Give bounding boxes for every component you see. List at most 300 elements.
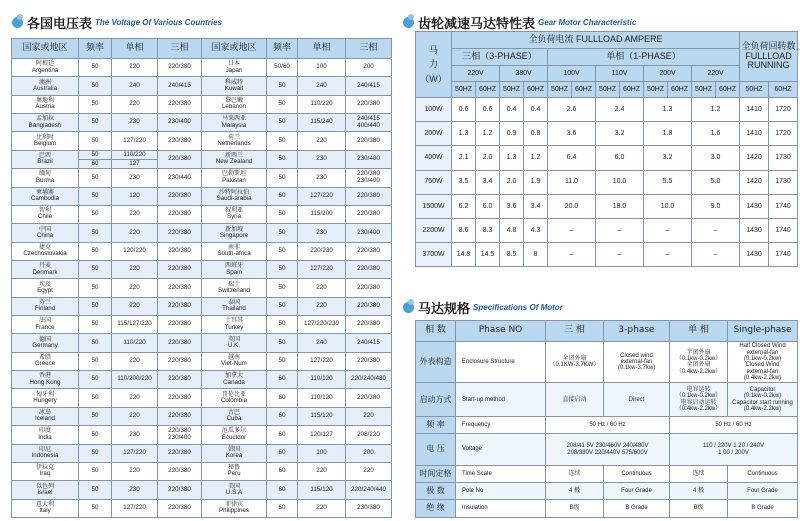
country-name-en: Finland — [34, 305, 56, 313]
three-phase-en: Continuous — [604, 465, 670, 482]
three-phase-cell: 220/380 — [346, 95, 392, 113]
ampere-cell: 10.0 — [644, 194, 692, 218]
country-name-en: Syria — [226, 213, 242, 221]
bubble-icon — [403, 17, 414, 28]
motor-title-cn: 马达规格 — [418, 302, 471, 317]
country-cell — [202, 352, 267, 370]
ampere-cell: 10.0 — [596, 170, 644, 194]
ampere-cell: 0.6 — [452, 98, 476, 122]
ampere-cell: 14.8 — [452, 242, 476, 266]
gear-title-cn: 齿轮减速马达特性表 — [418, 17, 536, 32]
single-phase-cell: 230 — [112, 169, 158, 187]
country-name-cn: 匈牙利 — [35, 390, 54, 398]
single-phase-cell: 230 — [298, 150, 346, 168]
ampere-cell: 0.9 — [500, 122, 524, 146]
header-cell: 三 相 — [546, 321, 604, 342]
country-name-cn: 印尼 — [38, 445, 51, 453]
single-phase-cell: 220 — [112, 297, 158, 315]
hz-row — [416, 82, 798, 98]
hz-cell: 60HZ — [716, 82, 740, 98]
three-phase-en: Closed wind external-fan (0.1kw-3.7kw) — [604, 342, 670, 383]
single-phase-cell: 115/120 — [298, 481, 346, 499]
table-row — [12, 316, 392, 334]
table-row — [12, 59, 392, 77]
rpm-cell: 1730 — [769, 146, 798, 170]
country-name-en: Kuwait — [224, 84, 244, 92]
rpm-cell: 1730 — [769, 170, 798, 194]
single-phase-cell: 230 — [112, 481, 158, 499]
country-name-en: Korea — [225, 452, 243, 460]
country-cell — [202, 150, 267, 168]
ampere-cell: 2.6 — [548, 98, 596, 122]
ampere-cell: 6.4 — [548, 146, 596, 170]
single-phase-en: Four Grade — [728, 482, 798, 499]
rpm-cell: 1410 — [740, 98, 769, 122]
country-name-en: U.K. — [227, 341, 241, 349]
table-row — [12, 407, 392, 425]
header-cell: 三相 — [346, 39, 392, 59]
single-phase-cell: 230 — [298, 224, 346, 242]
three-phase-cell: 220/380 — [158, 481, 202, 499]
country-name-cn: 英国 — [227, 335, 240, 343]
spec-label: 电 压 — [416, 434, 456, 466]
country-name-en: U.S.A — [225, 488, 243, 496]
header-cell: 三相 — [158, 39, 202, 59]
ampere-cell: 9.0 — [692, 194, 740, 218]
voltage-header-row — [12, 39, 392, 59]
country-name-en: Cuba — [226, 415, 242, 423]
country-name-en: Viet-Num — [221, 360, 247, 368]
three-phase-cell: 220/380 — [158, 279, 202, 297]
spec-label: 绝 缘 — [416, 499, 456, 517]
single-phase-cell: 127/220 — [112, 499, 158, 517]
table-row — [12, 481, 392, 499]
country-name-en: Belgium — [33, 140, 57, 148]
three-phase-cn: 全闭外扇 （0.1KW-3.7KW） — [546, 342, 604, 383]
country-name-en: Cambodia — [30, 195, 60, 203]
rpm-cell: 1720 — [769, 122, 798, 146]
country-name-cn: 以色列 — [35, 482, 54, 490]
country-cell — [202, 77, 267, 95]
three-phase-cell: 220/380 — [158, 187, 202, 205]
frequency-cell: 50 — [79, 114, 112, 132]
single-phase-cell: 220 — [112, 462, 158, 480]
table-row — [416, 342, 798, 383]
three-phase-cell: 220/380 230/400 — [346, 169, 392, 187]
full-load-running-header — [740, 32, 798, 82]
single-phase-en: B Grade — [728, 499, 798, 517]
single-phase-cell: 220/230 — [298, 242, 346, 260]
country-name-cn: 希腊 — [38, 354, 51, 362]
ampere-cell: 6.0 — [596, 146, 644, 170]
bubble-icon — [12, 17, 23, 28]
country-name-en: Chile — [37, 213, 53, 221]
three-phase-cell: 220/240/480 — [346, 371, 392, 389]
header-cell: 单相 — [298, 39, 346, 59]
table-row — [12, 132, 392, 150]
country-cell — [12, 316, 79, 334]
three-phase-cell: 230/380 — [346, 499, 392, 517]
header-cell: 3-phase — [604, 321, 670, 342]
frl-en-1: FULLLOAD — [745, 50, 792, 61]
three-phase-cell: 220/380 — [158, 297, 202, 315]
country-cell — [202, 59, 267, 77]
spec-label-en: Voltage — [456, 434, 546, 466]
power-cell: 400W — [416, 146, 452, 170]
single-phase-cell: 110/120 — [298, 389, 346, 407]
voltage-title — [12, 13, 222, 32]
power-cell: 100W — [416, 98, 452, 122]
three-phase-value: 208/41 5V 230/460V 240/480V 208/380V 220/440V 575/600V — [546, 434, 670, 466]
frequency-cell: 60 — [267, 187, 298, 205]
country-cell — [12, 297, 79, 315]
frequency-cell: 50 — [267, 224, 298, 242]
header-cell: 单 相 — [670, 321, 728, 342]
frequency-cell: 50 — [267, 150, 298, 168]
single-phase-cell: 220 — [112, 352, 158, 370]
frequency-cell: 50 — [79, 132, 112, 150]
frequency-cell: 50 — [79, 481, 112, 499]
three-phase-cell: 220/380 — [346, 279, 392, 297]
motor-spec-body — [416, 321, 798, 518]
single-phase-value: 110 / 220V 1 20 / 240V 1 00 / 200V — [670, 434, 798, 466]
single-phase-cell: 127/220/230 — [298, 316, 346, 334]
country-name-en: Indonesia — [31, 452, 59, 460]
three-phase-en: B Grade — [604, 499, 670, 517]
country-name-en: Thailand — [222, 305, 246, 313]
rpm-cell: 1420 — [740, 170, 769, 194]
country-name-cn: 捷克 — [38, 243, 51, 251]
spec-label-en: Frequency — [456, 417, 546, 434]
single-phase-cn: 4 极 — [670, 482, 728, 499]
three-phase-cell: 220/380 — [158, 59, 202, 77]
power-label-2: 力 — [428, 59, 438, 70]
ampere-cell: 3.5 — [452, 170, 476, 194]
table-row — [12, 426, 392, 444]
frequency-cell: 60 — [267, 407, 298, 425]
country-name-cn: 菲律宾 — [224, 500, 243, 508]
voltage-200v: 200V — [644, 66, 692, 82]
single-phase-cell: 220 — [112, 260, 158, 278]
ampere-cell: 0.4 — [524, 98, 548, 122]
three-phase-cell: 220/380 — [158, 407, 202, 425]
table-row — [416, 194, 798, 218]
frequency-cell: 60 — [267, 389, 298, 407]
frequency-cell: 50 — [267, 352, 298, 370]
country-name-en: Burma — [35, 176, 55, 184]
single-phase-cell: 100 — [298, 444, 346, 462]
single-phase-cell: 100 — [298, 59, 346, 77]
three-phase-cell: 220/380 — [158, 499, 202, 517]
table-row — [416, 242, 798, 266]
country-cell — [12, 95, 79, 113]
country-name-en: New Zealand — [215, 158, 253, 166]
frequency-cell: 60 — [267, 444, 298, 462]
country-name-cn: 美国 — [227, 482, 240, 490]
three-phase-cell: 220/380 — [346, 260, 392, 278]
ampere-cell: 3.6 — [548, 122, 596, 146]
table-row — [12, 462, 392, 480]
country-cell — [202, 114, 267, 132]
frequency-cell: 50 — [79, 260, 112, 278]
rpm-cell: 1740 — [769, 194, 798, 218]
country-cell — [12, 444, 79, 462]
header-cell: Phase NO — [456, 321, 546, 342]
ampere-cell: 3.0 — [692, 146, 740, 170]
three-phase-cell: 220/380 — [346, 187, 392, 205]
country-cell — [202, 407, 267, 425]
single-phase-cell: 127/220 — [112, 444, 158, 462]
three-phase-cell: 220 — [346, 407, 392, 425]
country-cell — [12, 205, 79, 223]
country-cell — [12, 426, 79, 444]
voltage-100v: 100V — [548, 66, 596, 82]
voltage-110v: 110V — [596, 66, 644, 82]
single-phase-cell: 110/200/220 — [112, 371, 158, 389]
power-label-1: 马 — [428, 45, 438, 56]
spec-label: 极 数 — [416, 482, 456, 499]
single-phase-cell: 110/220 — [112, 334, 158, 352]
country-cell — [202, 426, 267, 444]
country-name-en: Hungery — [33, 397, 57, 405]
spec-label-en: Insulation — [456, 499, 546, 517]
country-name-cn: 澳洲 — [38, 78, 51, 86]
country-name-cn: 荷兰 — [227, 133, 240, 141]
ampere-cell: 2.1 — [452, 146, 476, 170]
power-label-3: （W） — [420, 73, 447, 84]
country-name-cn: 香港 — [38, 372, 51, 380]
single-phase-cell: 240 — [112, 77, 158, 95]
country-name-en: Iceland — [35, 415, 55, 423]
single-phase-cell: 110/120 — [298, 371, 346, 389]
gear-motor-table — [415, 31, 798, 267]
country-cell — [12, 77, 79, 95]
country-name-cn: 瑞士 — [227, 280, 240, 288]
frequency-cell: 50 — [267, 242, 298, 260]
country-name-en: Denmark — [32, 268, 58, 276]
country-name-cn: 冰岛 — [38, 409, 51, 417]
single-phase-cell: 240 — [298, 334, 346, 352]
single-phase-cell: 120 — [112, 187, 158, 205]
frequency-cell: 50 — [79, 334, 112, 352]
three-phase-cell: 240/415 400/440 — [346, 114, 392, 132]
ampere-cell: 1.3 — [452, 122, 476, 146]
single-phase-cell: 220 — [298, 499, 346, 517]
single-phase-cell: 115/127/220 — [112, 316, 158, 334]
three-phase-cell: 220/380 — [158, 132, 202, 150]
motor-title-en: Specifications Of Motor — [473, 303, 563, 312]
three-phase-cell: 220/380 — [158, 95, 202, 113]
table-row — [416, 218, 798, 242]
frequency-cell: 60 — [267, 462, 298, 480]
table-row — [416, 383, 798, 417]
three-phase-cell: 220/380 — [346, 297, 392, 315]
hz-cell: 50HZ — [548, 82, 572, 98]
single-phase-cell: 115/240 — [298, 114, 346, 132]
three-phase-cell: 220 — [346, 462, 392, 480]
country-cell — [12, 334, 79, 352]
country-name-en: Australia — [32, 84, 58, 92]
table-row — [12, 297, 392, 315]
frequency-cell: 50 — [267, 334, 298, 352]
single-phase-cell: 220 — [112, 407, 158, 425]
three-phase-cell: 220/380 — [158, 224, 202, 242]
three-phase-en: Four Grade — [604, 482, 670, 499]
single-phase-cell: 220 — [298, 279, 346, 297]
country-name-cn: 德国 — [38, 335, 51, 343]
country-cell — [12, 371, 79, 389]
spec-label: 外表构造 — [416, 342, 456, 383]
single-phase-en: Capacitor (0.1kw-0.2kw) Capacitor start running (0.4kw-2.2kw) — [728, 383, 798, 417]
single-phase-cell: 120/220 — [112, 242, 158, 260]
country-cell — [12, 114, 79, 132]
country-cell — [202, 334, 267, 352]
spec-label-en: Time Scale — [456, 465, 546, 482]
three-phase-cell: 230/400 — [158, 114, 202, 132]
country-cell — [202, 205, 267, 223]
country-name-en: Netherlands — [217, 140, 251, 148]
single-phase-cell: 127/220 — [112, 132, 158, 150]
country-name-cn: 比利时 — [35, 133, 54, 141]
country-name-cn: 科威特 — [224, 78, 243, 86]
country-cell — [12, 242, 79, 260]
frequency-cell: 50 — [79, 407, 112, 425]
ampere-cell: 3.2 — [644, 146, 692, 170]
frequency-cell: 60 — [267, 481, 298, 499]
frequency-cell: 50 — [79, 316, 112, 334]
table-row — [12, 279, 392, 297]
hz-cell: 50HZ — [644, 82, 668, 98]
voltage-220v: 220V — [452, 66, 500, 82]
ampere-cell: 14.5 — [476, 242, 500, 266]
spec-label-en: Enclosure Structure — [456, 342, 546, 383]
hz-cell: 60HZ — [476, 82, 500, 98]
three-phase-cell: 220/380 — [158, 334, 202, 352]
ampere-cell: 1.3 — [644, 98, 692, 122]
three-phase-cell: 230/440 — [158, 169, 202, 187]
country-name-en: Hong Kong — [29, 378, 61, 386]
hz-cell: 60HZ — [620, 82, 644, 98]
ampere-cell: 8.6 — [452, 218, 476, 242]
country-cell — [12, 462, 79, 480]
ampere-cell: 2.0 — [476, 146, 500, 170]
ampere-cell: 1.8 — [644, 122, 692, 146]
frequency-cell: 50 — [79, 444, 112, 462]
single-phase-cell: 127/220 — [298, 187, 346, 205]
header-cell: 相 数 — [416, 321, 456, 342]
country-name-cn: 阿根廷 — [35, 60, 54, 68]
single-phase-cell: 220 — [298, 297, 346, 315]
country-name-cn: 中国 — [38, 225, 51, 233]
table-row — [416, 499, 798, 517]
single-phase-en: Half Closed Wind external-fan (0.1kw-0.2kw) Closed Wind external-fan (0.4kw-2.2kw) — [728, 342, 798, 383]
table-row — [12, 95, 392, 113]
single-phase-cell: 220 — [112, 389, 158, 407]
three-phase-en: Direct — [604, 383, 670, 417]
ampere-cell: 0.6 — [476, 98, 500, 122]
ampere-cell: 18.0 — [596, 194, 644, 218]
frequency-cell: 50 — [79, 59, 112, 77]
table-row — [12, 205, 392, 223]
frl-en-2: RUNNING — [747, 60, 790, 71]
country-name-cn: 越南 — [227, 354, 240, 362]
spec-label-en: Pole No — [456, 482, 546, 499]
country-name-en: Czechoslovakia — [23, 250, 67, 258]
country-cell — [12, 169, 79, 187]
hz-cell: 60HZ — [524, 82, 548, 98]
table-row — [12, 352, 392, 370]
three-phase-cell: 220/380 — [346, 352, 392, 370]
table-row — [12, 169, 392, 187]
table-row — [12, 114, 392, 132]
header-cell: 频率 — [79, 39, 112, 59]
power-cell: 2200W — [416, 218, 452, 242]
country-name-cn: 厄瓜多尔 — [221, 427, 246, 435]
country-name-en: Turkey — [224, 323, 244, 331]
country-cell — [202, 462, 267, 480]
country-name-cn: 奥地利 — [35, 97, 54, 104]
spec-label-en: Start-up method — [456, 383, 546, 417]
frequency-cell: 50 — [267, 169, 298, 187]
country-cell — [12, 352, 79, 370]
country-cell — [202, 499, 267, 517]
country-name-en: Spain — [226, 268, 242, 276]
ampere-cell: 6.2 — [452, 194, 476, 218]
country-name-en: South-africa — [217, 250, 251, 258]
header-cell: Single-phase — [728, 321, 798, 342]
country-name-en: France — [35, 323, 55, 331]
three-phase-cell: 220/380 — [158, 389, 202, 407]
country-cell — [12, 59, 79, 77]
hz-cell: 50HZ — [452, 82, 476, 98]
hz-cell: 50HZ — [596, 82, 620, 98]
ampere-cell: 3.2 — [596, 122, 644, 146]
frequency-cell: 50 — [79, 426, 112, 444]
rpm-cell: 1720 — [769, 98, 798, 122]
country-name-cn: 印度 — [38, 427, 51, 435]
ampere-cell: 1.9 — [524, 170, 548, 194]
country-name-en: Switzerland — [218, 286, 250, 294]
country-name-en: Canada — [223, 378, 245, 386]
table-row — [12, 260, 392, 278]
ampere-cell: – — [596, 218, 644, 242]
frequency-cell: 50 — [79, 352, 112, 370]
table-row — [12, 371, 392, 389]
country-name-en: Singapore — [219, 231, 249, 239]
ampere-cell: 5.0 — [692, 170, 740, 194]
country-name-en: Lebanon — [221, 103, 247, 111]
three-phase-cell: 240/415 — [346, 77, 392, 95]
country-name-en: Germany — [32, 341, 58, 349]
country-cell — [202, 371, 267, 389]
single-phase-cell: 230 — [298, 169, 346, 187]
country-cell — [202, 279, 267, 297]
single-phase-cell: 127 — [112, 159, 158, 168]
country-cell — [12, 481, 79, 499]
ampere-cell: 8.5 — [500, 242, 524, 266]
country-cell — [202, 169, 267, 187]
three-phase-cell: 240/415 — [158, 77, 202, 95]
three-phase-cell: 220/240/440 — [346, 481, 392, 499]
country-name-en: Austria — [35, 103, 55, 111]
power-cell: 1500W — [416, 194, 452, 218]
frequency-cell: 50 — [79, 169, 112, 187]
country-name-en: Pakistan — [222, 176, 246, 184]
frl-cn: 全负荷回转数 — [741, 41, 796, 52]
rpm-cell: 1420 — [740, 146, 769, 170]
country-name-cn: 智利 — [38, 207, 51, 215]
single-phase-cell: 220 — [298, 462, 346, 480]
